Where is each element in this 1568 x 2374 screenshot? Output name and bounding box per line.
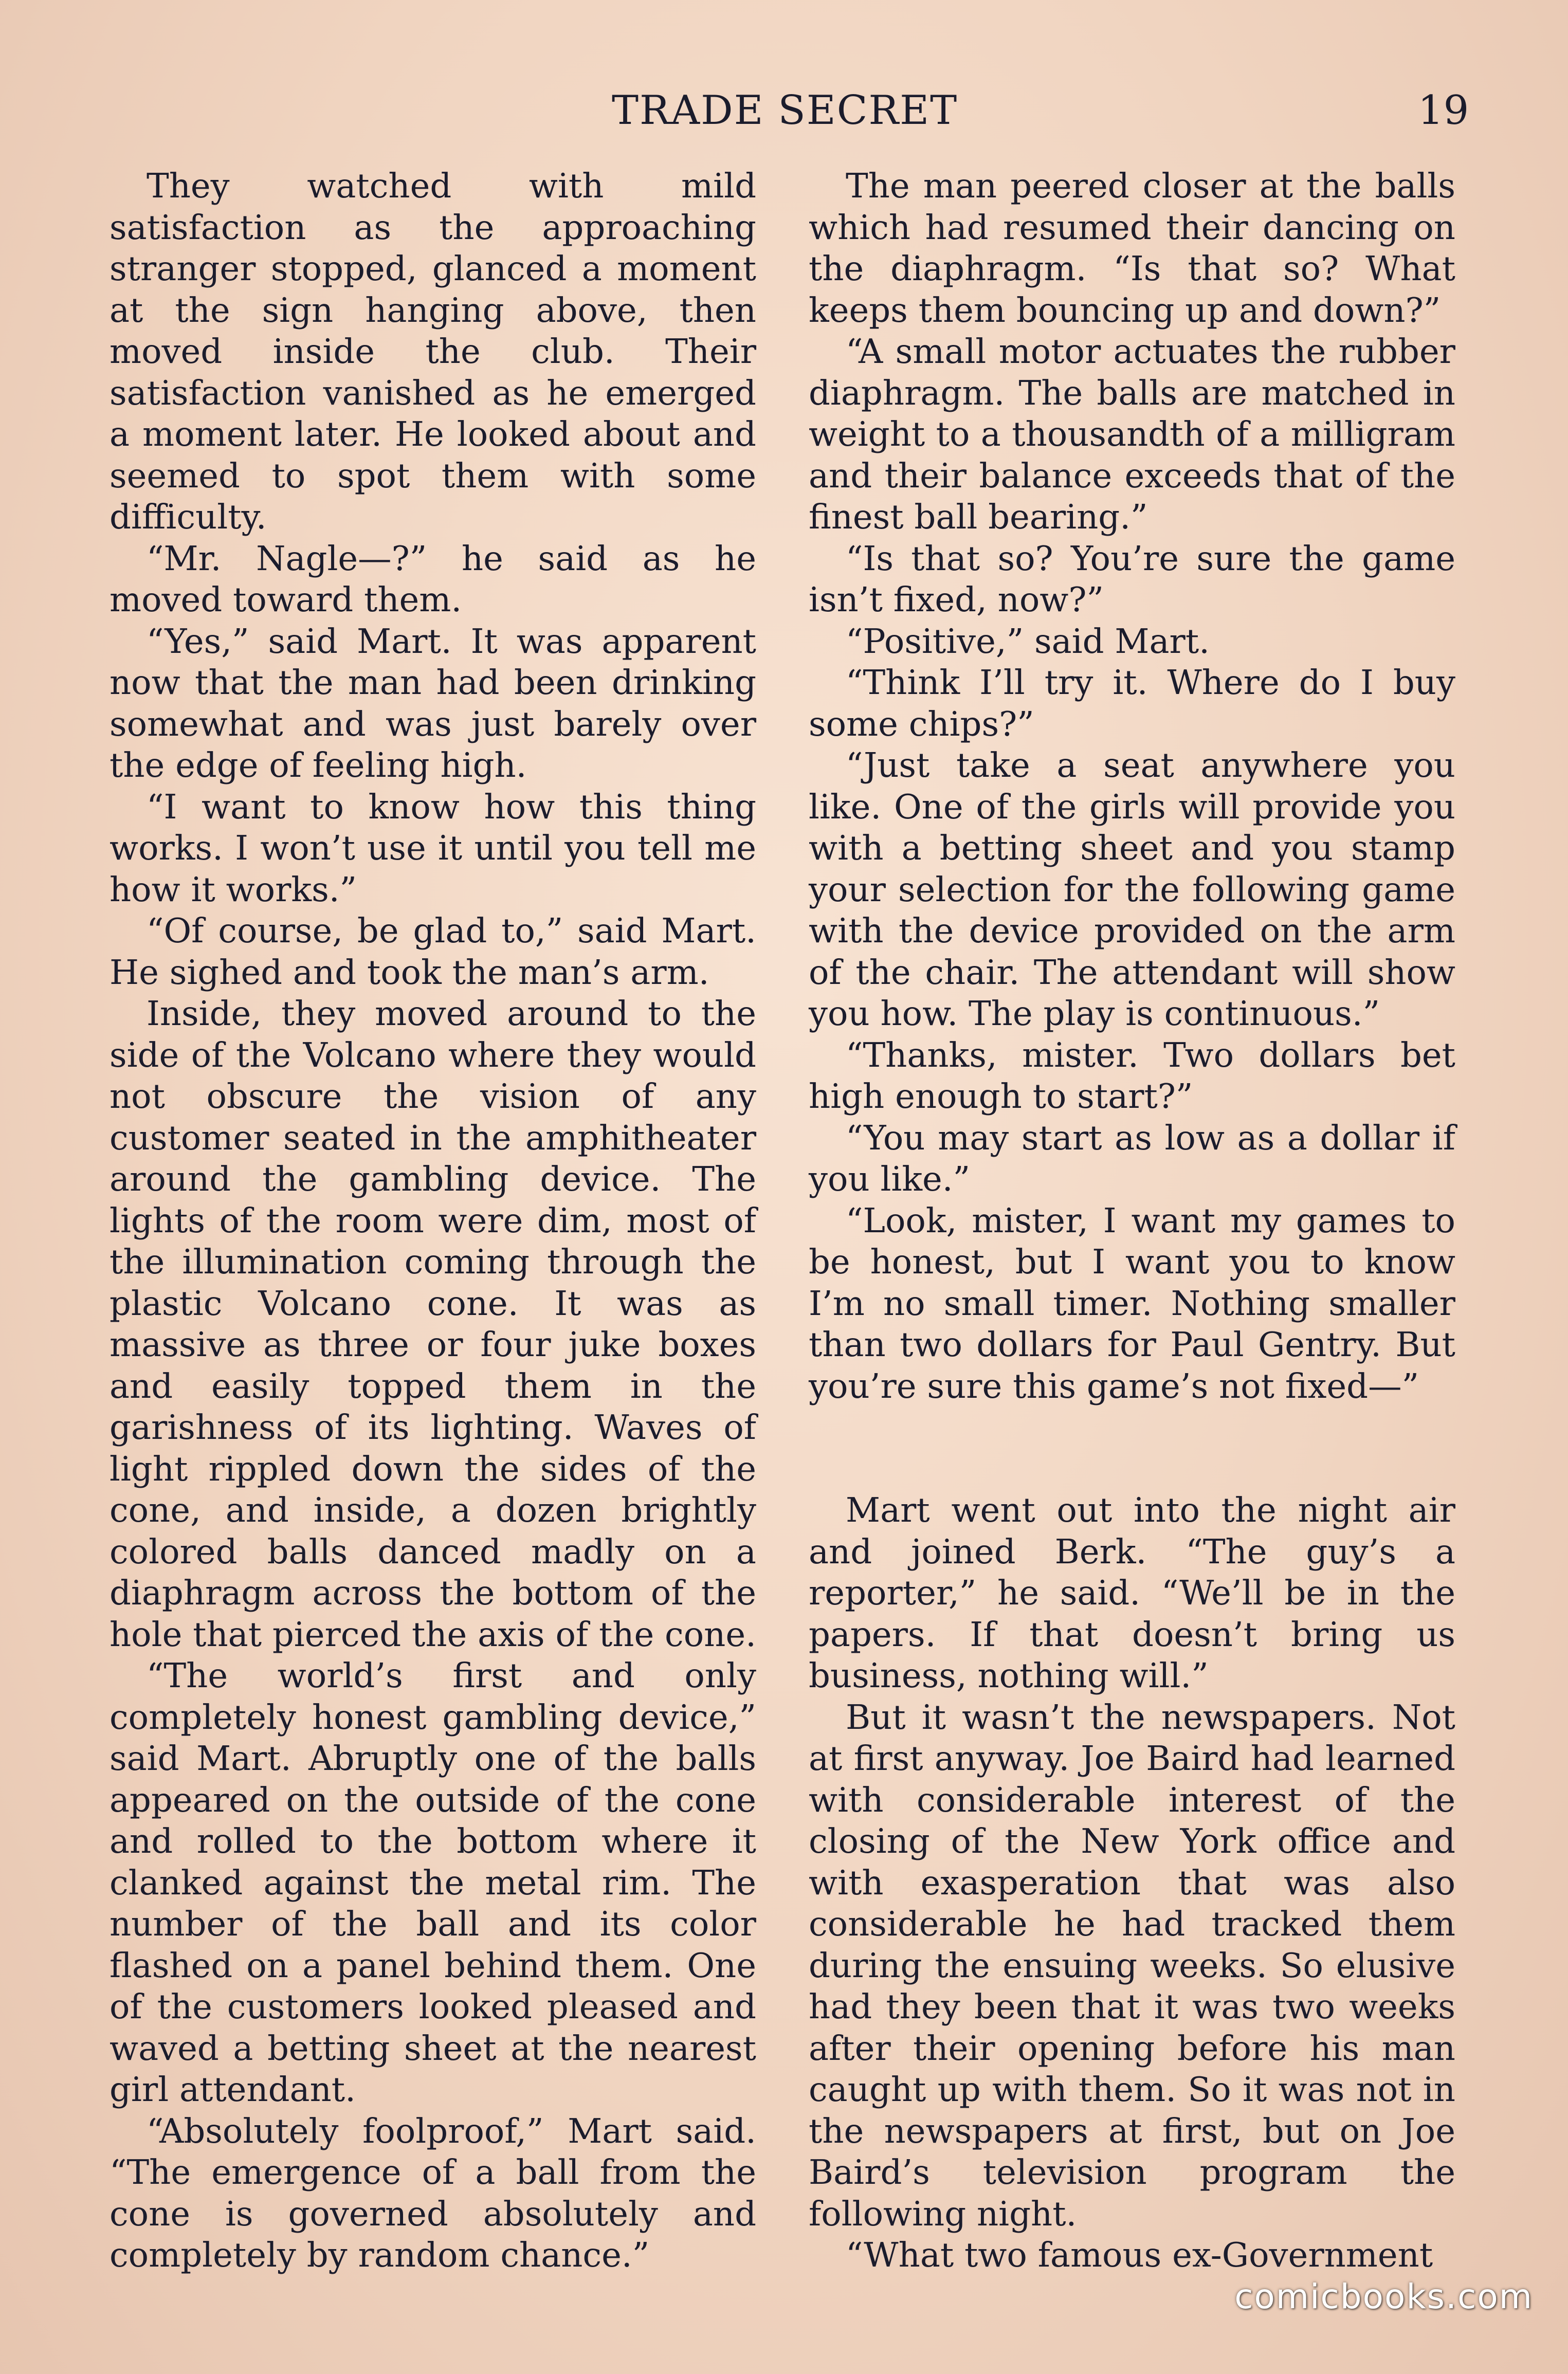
paragraph: “Look, mister, I want my games to be honest, but I want you to know I’m no small timer. Nothing smaller than two dollars for Paul Gentry. But you’re sure this game’s not fixed—” bbox=[809, 1201, 1455, 1406]
paragraph: They watched with mild satisfaction as the approaching stranger stopped, glanced a moment at the sign hanging above, then moved inside the club. Their satisfaction vanished as he emerged a moment later. He looked about and seemed to spot them with some difficulty. bbox=[110, 167, 756, 537]
page-number: 19 bbox=[1418, 87, 1469, 134]
paragraph: “Just take a seat anywhere you like. One of the girls will provide you with a betting sheet and you stamp your selection for the following game with the device provided on the arm of the chair. The attendant will show you how. The play is continuous.” bbox=[809, 746, 1455, 1033]
paragraph: “You may start as low as a dollar if you like.” bbox=[809, 1118, 1455, 1199]
paragraph: “I want to know how this thing works. I won’t use it until you tell me how it works.” bbox=[110, 787, 756, 909]
paragraph: The man peered closer at the balls which had resumed their dancing on the diaphragm. “Is that so? What keeps them bouncing up and down?” bbox=[809, 167, 1455, 330]
paragraph: “Of course, be glad to,” said Mart. He sighed and took the man’s arm. bbox=[110, 911, 756, 992]
site-watermark: comicbooks.com bbox=[1234, 2277, 1533, 2316]
paragraph: “Mr. Nagle—?” he said as he moved toward them. bbox=[110, 539, 756, 619]
paragraph: Inside, they moved around to the side of the Volcano where they would not obscure the vision of any customer seated in the amphitheater around the gambling device. The lights of the room were dim, most of the illumination coming through the plastic Volcano cone. It was as massive as three or four juke boxes and easily topped them in the garishness of its lighting. Waves of light rippled down the sides of the cone, and inside, a dozen brightly colored balls danced madly on a diaphragm across the bottom of the hole that pierced the axis of the cone. bbox=[110, 994, 756, 1654]
paragraph: Mart went out into the night air and joined Berk. “The guy’s a reporter,” he said. “We’ll be in the papers. If that doesn’t bring us business, nothing will.” bbox=[809, 1491, 1455, 1695]
paragraph: But it wasn’t the newspapers. Not at first anyway. Joe Baird had learned with considerable interest of the closing of the New York office and with exasperation that was also considerable he had tracked them during the ensuing weeks. So elusive had they been that it was two weeks after their opening before his man caught up with them. So it was not in the newspapers at first, but on Joe Baird’s television program the following night. bbox=[809, 1697, 1455, 2234]
paragraph: “Is that so? You’re sure the game isn’t fixed, now?” bbox=[809, 539, 1455, 619]
paragraph: “Yes,” said Mart. It was apparent now that the man had been drinking somewhat and was just barely over the edge of feeling high. bbox=[110, 622, 756, 785]
paragraph: “A small motor actuates the rubber diaphragm. The balls are matched in weight to a thousandth of a milligram and their balance exceeds that of the finest ball bearing.” bbox=[809, 332, 1455, 537]
running-title: TRADE SECRET bbox=[612, 87, 958, 134]
left-column bbox=[110, 166, 756, 2276]
paragraph: “Thanks, mister. Two dollars bet high enough to start?” bbox=[809, 1035, 1455, 1116]
paragraph: “The world’s first and only completely honest gambling device,” said Mart. Abruptly one of the balls appeared on the outside of the cone and rolled to the bottom where it clanked against the metal rim. The number of the ball and its color flashed on a panel behind them. One of the customers looked pleased and waved a betting sheet at the nearest girl attendant. bbox=[110, 1656, 756, 2109]
right-column bbox=[809, 166, 1455, 2276]
paragraph: “What two famous ex-Government bbox=[846, 2236, 1433, 2275]
paragraph: “Absolutely foolproof,” Mart said. “The emergence of a ball from the cone is governed absolutely and completely by random chance.” bbox=[110, 2111, 756, 2275]
paragraph: “Think I’ll try it. Where do I buy some chips?” bbox=[809, 663, 1455, 744]
paragraph: “Positive,” said Mart. bbox=[846, 622, 1210, 661]
